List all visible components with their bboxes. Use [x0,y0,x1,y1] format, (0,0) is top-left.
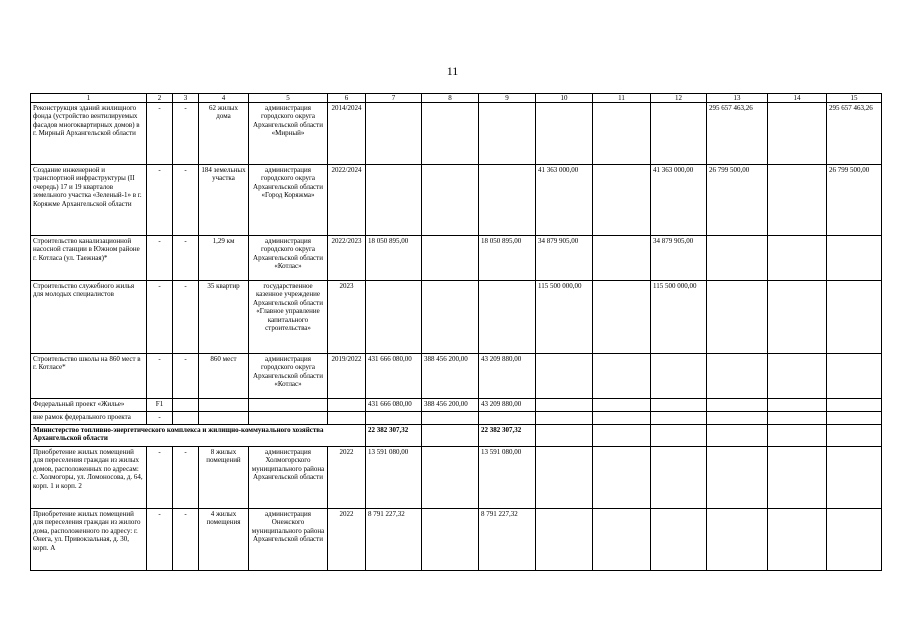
customer-cell [249,399,328,412]
value-11-cell [593,165,651,236]
value-12-cell [651,399,707,412]
column-header-2: 2 [147,94,173,103]
capacity-cell: 8 жилых помещений [199,447,249,509]
customer-cell: администрация городского округа Архангельской области «Город Коряжма» [249,165,328,236]
value-12-cell: 34 879 905,00 [651,236,707,281]
value-12-cell [651,103,707,165]
customer-cell: государственное казенное учреждение Архангельской области «Главное управление капитального строительства» [249,281,328,354]
value-13-cell [707,412,768,425]
value-10-cell [536,103,593,165]
value-12-cell [651,412,707,425]
value-8-cell [422,425,479,447]
column-header-10: 10 [536,94,593,103]
value-9-cell: 13 591 080,00 [479,447,536,509]
value-14-cell [768,103,827,165]
value-7-cell: 431 666 080,00 [366,354,422,399]
value-12-cell [651,354,707,399]
column-header-7: 7 [366,94,422,103]
table-row [31,354,882,399]
value-10-cell [536,354,593,399]
column-2-cell: - [147,165,173,236]
capacity-cell: 184 земельных участка [199,165,249,236]
value-14-cell [768,236,827,281]
column-2-cell: - [147,447,173,509]
value-9-cell [479,103,536,165]
value-7-cell: 18 050 895,00 [366,236,422,281]
value-13-cell [707,399,768,412]
value-15-cell [827,281,882,354]
value-13-cell [707,281,768,354]
period-cell: 2022/2024 [328,165,366,236]
capacity-cell: 35 квартир [199,281,249,354]
column-2-cell: - [147,412,173,425]
value-14-cell [768,354,827,399]
page-number: 11 [446,64,459,78]
column-2-cell: F1 [147,399,173,412]
name-cell: Строительство канализационной насосной станции в Южном районе г. Котласа (ул. Таежная)* [31,236,147,281]
period-cell: 2022/2023 [328,236,366,281]
value-8-cell [422,281,479,354]
value-12-cell [651,447,707,509]
value-8-cell [422,103,479,165]
value-11-cell [593,399,651,412]
capacity-cell [199,412,249,425]
value-10-cell [536,509,593,571]
value-8-cell [422,447,479,509]
value-13-cell [707,354,768,399]
period-cell: 2023 [328,281,366,354]
value-7-cell [366,412,422,425]
budget-table [30,93,882,571]
value-15-cell: 26 799 500,00 [827,165,882,236]
column-header-8: 8 [422,94,479,103]
column-2-cell: - [147,354,173,399]
value-8-cell [422,236,479,281]
value-13-cell [707,447,768,509]
value-9-cell: 43 209 880,00 [479,354,536,399]
value-7-cell: 8 791 227,32 [366,509,422,571]
period-cell [328,399,366,412]
value-9-cell: 8 791 227,32 [479,509,536,571]
column-3-cell: - [173,509,199,571]
capacity-cell: 62 жилых дома [199,103,249,165]
customer-cell: администрация городского округа Архангельской области «Котлас» [249,354,328,399]
column-header-12: 12 [651,94,707,103]
column-3-cell [173,399,199,412]
column-header-1: 1 [31,94,147,103]
value-12-cell: 115 500 000,00 [651,281,707,354]
value-7-cell [366,281,422,354]
value-10-cell [536,425,593,447]
value-8-cell [422,509,479,571]
value-14-cell [768,447,827,509]
column-3-cell: - [173,165,199,236]
value-14-cell [768,509,827,571]
table-row [31,103,882,165]
column-header-6: 6 [328,94,366,103]
value-14-cell [768,281,827,354]
value-11-cell [593,447,651,509]
name-cell: вне рамок федерального проекта [31,412,147,425]
column-3-cell [173,412,199,425]
table-row [31,399,882,412]
value-15-cell [827,412,882,425]
value-7-cell: 22 382 307,32 [366,425,422,447]
column-3-cell: - [173,236,199,281]
value-10-cell [536,412,593,425]
customer-cell: администрация городского округа Архангельской области «Котлас» [249,236,328,281]
value-13-cell: 295 657 463,26 [707,103,768,165]
period-cell: 2022 [328,447,366,509]
customer-cell: администрация Онежского муниципального района Архангельской области [249,509,328,571]
value-10-cell: 115 500 000,00 [536,281,593,354]
table-row [31,447,882,509]
value-11-cell [593,425,651,447]
value-10-cell: 41 363 000,00 [536,165,593,236]
column-3-cell: - [173,447,199,509]
value-11-cell [593,281,651,354]
value-7-cell: 431 666 080,00 [366,399,422,412]
name-cell: Федеральный проект «Жилье» [31,399,147,412]
value-12-cell: 41 363 000,00 [651,165,707,236]
period-cell: 2014/2024 [328,103,366,165]
value-10-cell [536,447,593,509]
name-cell: Строительство служебного жилья для молодых специалистов [31,281,147,354]
column-2-cell: - [147,236,173,281]
value-13-cell: 26 799 500,00 [707,165,768,236]
value-11-cell [593,236,651,281]
value-9-cell [479,412,536,425]
capacity-cell: 1,29 км [199,236,249,281]
value-15-cell [827,399,882,412]
column-header-14: 14 [768,94,827,103]
value-9-cell [479,281,536,354]
value-12-cell [651,509,707,571]
value-15-cell [827,236,882,281]
column-header-row [31,94,882,103]
section-row [31,425,882,447]
value-15-cell: 295 657 463,26 [827,103,882,165]
column-header-4: 4 [199,94,249,103]
customer-cell [249,412,328,425]
column-3-cell: - [173,354,199,399]
name-cell: Приобретение жилых помещений для переселения граждан из жилых домов, расположенных по адресам: с. Холмогоры, ул. Ломоносова, д. 64, корп. 1 и корп. 2 [31,447,147,509]
value-15-cell [827,354,882,399]
period-cell: 2022 [328,509,366,571]
value-10-cell: 34 879 905,00 [536,236,593,281]
column-2-cell: - [147,103,173,165]
column-2-cell: - [147,509,173,571]
value-14-cell [768,412,827,425]
name-cell: Реконструкция зданий жилищного фонда (устройство вентилируемых фасадов многоквартирных домов) в г. Мирный Архангельской области [31,103,147,165]
period-cell [328,412,366,425]
value-9-cell [479,165,536,236]
column-3-cell: - [173,281,199,354]
column-header-9: 9 [479,94,536,103]
value-7-cell: 13 591 080,00 [366,447,422,509]
value-9-cell: 18 050 895,00 [479,236,536,281]
value-11-cell [593,412,651,425]
table-row [31,236,882,281]
column-2-cell: - [147,281,173,354]
column-header-13: 13 [707,94,768,103]
value-11-cell [593,103,651,165]
capacity-cell: 860 мест [199,354,249,399]
customer-cell: администрация Холмогорского муниципального района Архангельской области [249,447,328,509]
value-11-cell [593,354,651,399]
customer-cell: администрация городского округа Архангельской области «Мирный» [249,103,328,165]
table-body [31,94,882,571]
column-3-cell: - [173,103,199,165]
value-13-cell [707,425,768,447]
value-12-cell [651,425,707,447]
value-8-cell: 388 456 200,00 [422,399,479,412]
table-row [31,281,882,354]
value-14-cell [768,425,827,447]
table-row [31,412,882,425]
capacity-cell [199,399,249,412]
column-header-3: 3 [173,94,199,103]
value-15-cell [827,509,882,571]
value-8-cell [422,412,479,425]
table-row [31,165,882,236]
column-header-15: 15 [827,94,882,103]
period-cell: 2019/2022 [328,354,366,399]
value-14-cell [768,399,827,412]
column-header-11: 11 [593,94,651,103]
name-cell: Приобретение жилых помещений для переселения граждан из жилого дома, расположенного по адресу: г. Онега, ул. Привокзальная, д. 30, корп. А [31,509,147,571]
value-13-cell [707,509,768,571]
table-row [31,509,882,571]
value-7-cell [366,165,422,236]
value-9-cell: 22 382 307,32 [479,425,536,447]
value-8-cell: 388 456 200,00 [422,354,479,399]
column-header-5: 5 [249,94,328,103]
value-13-cell [707,236,768,281]
value-15-cell [827,425,882,447]
value-9-cell: 43 209 880,00 [479,399,536,412]
value-11-cell [593,509,651,571]
section-title-cell: Министерство топливно-энергетического комплекса и жилищно-коммунального хозяйства Архангельской области [31,425,366,447]
name-cell: Создание инженерной и транспортной инфраструктуры (II очередь) 17 и 19 кварталов земельного участка «Зеленый-1» в г. Коряжме Архангельской области [31,165,147,236]
value-14-cell [768,165,827,236]
value-10-cell [536,399,593,412]
value-8-cell [422,165,479,236]
name-cell: Строительство школы на 860 мест в г. Котласе* [31,354,147,399]
capacity-cell: 4 жилых помещения [199,509,249,571]
value-7-cell [366,103,422,165]
value-15-cell [827,447,882,509]
